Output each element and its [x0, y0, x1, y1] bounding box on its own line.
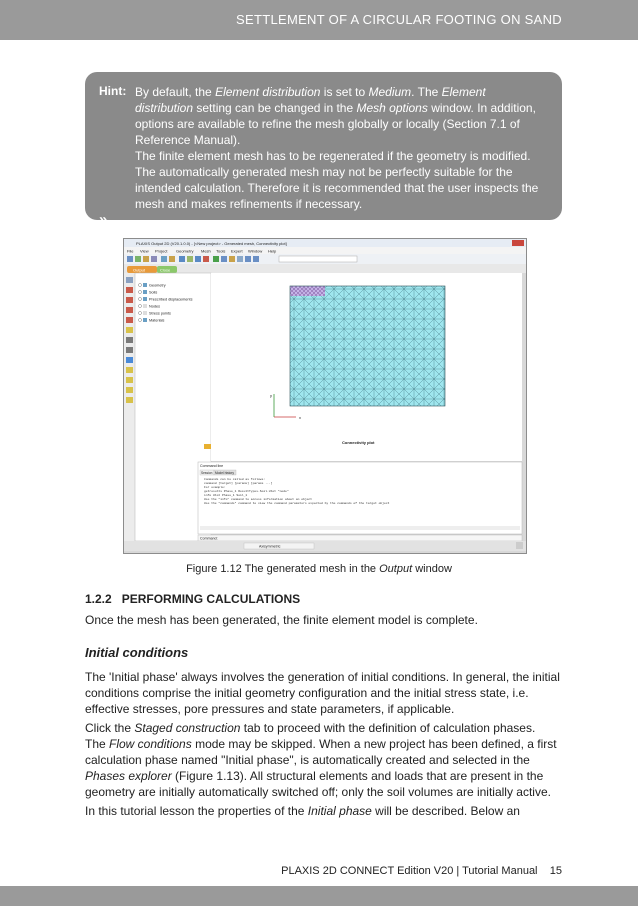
hint-label: Hint: — [99, 84, 127, 98]
header-title: SETTLEMENT OF A CIRCULAR FOOTING ON SAND — [236, 12, 562, 27]
page-number: 15 — [549, 865, 562, 877]
tree-item-icon — [143, 304, 147, 308]
command-input[interactable] — [198, 535, 522, 541]
paragraph-initial-phase: The 'Initial phase' always involves the generation of initial conditions. In general, the initial conditions comprise the initial geometry configuration and the initial stress state, i.e. effective stresses, pore pressures and state parameters, if applicable. — [85, 670, 560, 716]
hint-paragraph-1: By default, the Element distribution is set to Medium. The Element distribution setting can be changed in the Mesh options window. In addition, options are available to refine the mesh globally or locally (Section 7.1 of Reference Manual). — [135, 85, 536, 147]
output-window-screenshot — [123, 238, 527, 554]
horizontal-scrollbar[interactable] — [200, 526, 520, 530]
tree-item-icon — [143, 290, 147, 294]
mesh-elements — [290, 286, 445, 406]
legend-swatch — [204, 444, 211, 449]
toolbar-dropdown[interactable] — [279, 256, 357, 262]
footer-bar — [0, 886, 638, 906]
figure-caption: Figure 1.12 The generated mesh in the Output window — [186, 563, 452, 575]
status-bar — [124, 541, 526, 551]
tree-expand-icon[interactable] — [139, 298, 142, 301]
page-footer: PLAXIS 2D CONNECT Edition V20 | Tutorial Manual 15 — [281, 865, 562, 877]
tree-item-geometry[interactable]: Geometry — [149, 283, 166, 288]
tree-item-icon — [143, 283, 147, 287]
paragraph-mesh-complete: Once the mesh has been generated, the finite element model is complete. — [85, 613, 478, 627]
command-output-line: command [target] [params] [params ...] — [204, 482, 273, 485]
menu-item-expert[interactable]: Expert — [231, 248, 243, 254]
hint-paragraph-3: The automatically generated mesh may not be perfectly suitable for the intended calculation. Therefore it is recommended that the user inspects the mesh and makes refinements if necessary. — [135, 165, 539, 211]
command-output-line: getresults Phase_1 ResultTypes.Soil.Utot "node" — [204, 490, 289, 493]
window-title: PLAXIS Output 2D (V20.1.0.0) - [<New project> - Generated mesh, Connectivity plot] — [136, 241, 287, 246]
tree-item-icon — [143, 297, 147, 301]
tree-item-prescribed-displacements[interactable]: Prescribed displacements — [149, 297, 193, 302]
tab-model-history-label: Model history — [215, 471, 234, 475]
tree-item-materials[interactable]: Materials — [149, 318, 165, 323]
window-close-button[interactable] — [512, 240, 524, 246]
tree-expand-icon[interactable] — [139, 312, 142, 315]
command-output-line: Use the "info" command to access information about an object — [204, 498, 313, 501]
menu-item-mesh[interactable]: Mesh — [201, 248, 211, 254]
command-output-line: For example: — [204, 486, 226, 489]
menu-item-tools[interactable]: Tools — [216, 248, 226, 254]
tree-item-stress-points[interactable]: Stress points — [149, 311, 171, 316]
tree-item-nodes[interactable]: Nodes — [149, 304, 160, 309]
menu-item-help[interactable]: Help — [268, 248, 277, 254]
output-window-graphic — [124, 239, 526, 553]
tree-expand-icon[interactable] — [139, 305, 142, 308]
command-prompt-label: Command: — [200, 536, 218, 541]
resize-grip-icon[interactable] — [516, 542, 523, 549]
paragraph-tutorial-properties: In this tutorial lesson the properties of the Initial phase will be described. Below an — [85, 804, 520, 818]
hint-bullet-arrow: » — [99, 227, 108, 244]
command-output-line: Use the "commands" command to view the command parameters expected by the commands of the target object — [204, 502, 390, 505]
page-header — [0, 0, 638, 40]
command-output-line: Commands can be called as follows: — [204, 478, 266, 481]
tree-expand-icon[interactable] — [139, 284, 142, 287]
tab-session-label: Session — [201, 471, 213, 475]
plot-title: Connectivity plot — [342, 440, 375, 445]
tab-output-label: Output — [133, 267, 146, 273]
hint-paragraph-2: The finite element mesh has to be regenerated if the geometry is modified. — [135, 149, 531, 163]
tree-item-icon — [143, 311, 147, 315]
axis-label-y: y — [270, 393, 272, 398]
left-tool-column — [124, 273, 135, 541]
toolbar-icons[interactable] — [127, 256, 259, 262]
menu-item-view[interactable]: View — [140, 248, 149, 254]
paragraph-staged-construction: Click the Staged construction tab to proceed with the definition of calculation phases. The Flow conditions mode may be skipped. When a new project has been defined, a first calculation phase named "Initial phase", is automatically created and selected in the Phases explorer (Figure 1.13). All structural elements and loads that are present in the geometry are initially automatically switched off; only the soil volumes are initially active. — [85, 721, 557, 799]
hint-bullet-arrow: » — [99, 211, 108, 228]
menu-item-project[interactable]: Project — [155, 248, 168, 254]
status-axisymmetric: Axisymmetric — [259, 544, 281, 549]
subheading-initial-conditions: Initial conditions — [85, 645, 189, 660]
menu-item-geometry[interactable]: Geometry — [176, 248, 194, 254]
footing-fine-mesh — [290, 286, 325, 296]
tree-item-icon — [143, 318, 147, 322]
tree-item-soils[interactable]: Soils — [149, 290, 158, 295]
axis-label-x: x — [299, 415, 301, 420]
command-line-title: Command line — [200, 464, 224, 468]
tree-expand-icon[interactable] — [139, 319, 142, 322]
menu-item-file[interactable]: File — [127, 248, 134, 254]
menu-item-window[interactable]: Window — [248, 248, 263, 254]
tab-close-label: Close — [160, 267, 171, 273]
command-output-line: info Utot Phase_1 Soil_1 — [204, 494, 248, 497]
tree-expand-icon[interactable] — [139, 291, 142, 294]
section-heading: 1.2.2 PERFORMING CALCULATIONS — [85, 592, 301, 606]
